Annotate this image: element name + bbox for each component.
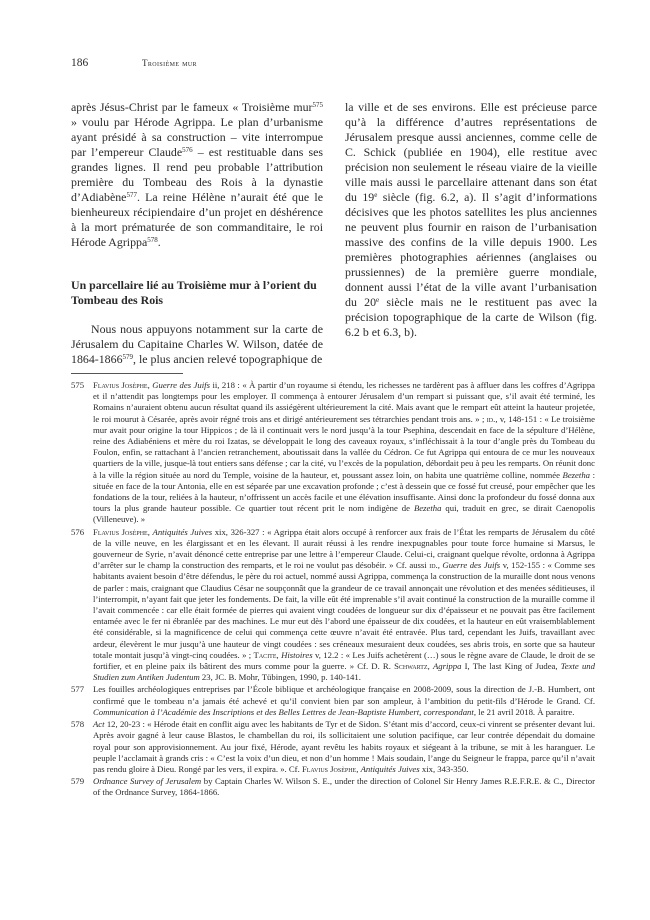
footnote-579: 579 Ordnance Survey of Jerusalem by Captain Charles W. Wilson S. E., under the direction of Colonel Sir Henry James R.E.F.R.E. & C., Director of the Ordnance Survey, 1864-1866. <box>71 776 595 798</box>
footnote-578: 578 Act 12, 20-23 : « Hérode était en conflit aigu avec les habitants de Tyr et de Sidon. S’étant mis d’accord, ceux-ci vinrent se présenter devant lui. Après avoir gagné à leur cause Blastos, le chambellan du roi, ils sollicitaient une solution pacifique, car leur contrée dépendait du domaine royal pour son approvisionnement. Au jour fixé, Hérode, ayant revêtu les habits royaux et siégeant à la tribune, se mit à les haranguer. Le peuple l’acclamait à grands cris : « C’est la voix d’un dieu, et non d’un homme ! Mais soudain, l’ange du Seigneur le frappa, parce qu’il n’avait pas rendu gloire à Dieu. Rongé par les vers, il expira. ». Cf. Flavius Josèphe, Antiquités Juives xix, 343-350. <box>71 719 595 774</box>
footnotes <box>71 380 595 800</box>
footnote-number: 579 <box>71 776 85 787</box>
right-column <box>345 100 597 340</box>
paragraph-3: la ville et de ses environs. Elle est précieuse parce qu’à la différence d’autres représentations de Jérusalem presque aussi anciennes, comme celle de C. Schick (publiée en 1904), elle restitue avec précision non seulement le réseau viaire de la vieille ville mais aussi le parcellaire attenant dans son état du 19e siècle (fig. 6.2, a). Il s’agit d’informations décisives que les photos satellites les plus anciennes ne peuvent plus fournir en raison de l’urbanisation massive des confins de la ville depuis 1900. Les premières photographies aériennes (anglaises ou prussiennes) de la première guerre mondiale, donnent aussi l’état de la ville avant l’urbanisation du 20e siècle mais ne le restituent pas avec la précision topographique de la carte de Wilson (fig. 6.2 b et 6.3, b). <box>345 100 597 339</box>
running-title: Troisième mur <box>142 58 197 68</box>
paragraph-1: après Jésus-Christ par le fameux « Troisième mur$^{575}$ » voulu par Hérode Agrippa. Le plan d’urbanisme ayant présidé à sa construction – vite interrompue par l’empereur Claude$^{576}$ – est restituable dans ses grandes lignes. Il rend peu probable l’attribution première du Tombeau des Rois à la dynastie d’Adiabène$^{577}$. La reine Hélène n’aurait été que le bienheureux récipiendaire d’un projet en déshérence à la mort prématurée de son commanditaire, le roi Hérode Agrippa$^{578}$. <box>71 100 323 249</box>
footnote-number: 575 <box>71 380 85 390</box>
footnote-ref-576[interactable]: 576 <box>182 146 193 154</box>
footnote-ref-579[interactable]: 579 <box>122 353 134 361</box>
left-column <box>71 100 323 367</box>
footnote-577: 577 Les fouilles archéologiques entreprises par l’École biblique et archéologique française en 2008-2009, sous la direction de J.-B. Humbert, ont confirmé que le tombeau n’a jamais été achevé et qu’il convient bien par son ampleur, à l’ambition du petit-fils d’Hérode le Grand. Cf. Communication à l’Académie des Inscriptions et des Belles Lettres de Jean-Baptiste Humbert, correspondant, le 21 avril 2018. À paraitre. <box>71 684 595 717</box>
footnote-575: 575 Flavius Josèphe, Guerre des Juifs ii, 218 : « À partir d’un royaume si étendu, les richesses ne tardèrent pas à affluer dans les coffres d’Agrippa et il n’attendit pas longtemps pour les employer. Il commença à entourer Jérusalem d’un rempart si puissant que, s’il avait été terminé, les Romains n’auraient obtenu aucun résultat quand ils assiégèrent ultérieurement la cité. Mais avant que le rempart eût atteint la hauteur projetée, le roi mourut à Césarée, après avoir régné trois ans et dirigé antérieurement ses tétrarchies pendant trois ans. » ; id., v, 148-151 : « Le troisième mur avait pour origine la tour Hippicos ; de là il continuait vers le nord jusqu’à la tour Psephina, descendait en face de la sépulture d’Hélène, reine des Adiabéniens et mère du roi Izatas, se développait le long des caveaux royaux, s’infléchissait à la tour d’angle près du Tombeau du Foulon, enfin, se rattachant à l’ancien retranchement, aboutissait dans la vallée du Cédron. Ce fut Agrippa qui entoura de ce mur les nouveaux quartiers de la ville, jusque-là tout entiers sans défense ; car la cité, vu l’excès de la population, débordait peu à peu les remparts. On réunit donc à la ville la région située au nord du Temple, voisine de la hauteur, et, poussant assez loin, on habita une quatrième colline, nommée Bezetha : située en face de la tour Antonia, elle en est séparée par une excavation profonde ; c’est à dessein que ce fossé fut creusé, pour empêcher que les fondations de la tour, reliées à la hauteur, n’offrissent un accès facile et une élévation insuffisante. Ainsi donc la profondeur du fossé donna aux tours la plus grande hauteur possible. Ce quartier tout récent prit le nom indigène de Bezetha qui, traduit en grec, se dirait Caenopolis (Villeneuve). » <box>71 380 596 525</box>
footnote-ref-575[interactable]: 575 <box>312 101 323 109</box>
footnote-number: 578 <box>71 719 85 730</box>
footnote-separator <box>71 373 183 374</box>
page-number: 186 <box>71 57 89 69</box>
footnote-number: 576 <box>71 526 85 537</box>
footnote-576: 576 Flavius Josèphe, Antiquités Juives xix, 326-327 : « Agrippa était alors occupé à renforcer aux frais de l’État les remparts de Jérusalem du côté de la ville neuve, en les élargissant et en les élevant. Il aurait réussi à les rendre inexpugnables pour toute force humaine si Marsus, le gouverneur de Syrie, n’avait dénoncé cette entreprise par une lettre à l’empereur Claude. Celui-ci, craignant quelque révolte, ordonna à Agrippa d’arrêter sur le champ la construction des remparts, et le roi ne voulut pas désobéir. » Cf. aussi id., Guerre des Juifs v, 152-155 : « Comme ses habitants avaient besoin d’être défendus, le père du roi actuel, nommé aussi Agrippa, commença la construction de la muraille dont nous venons de parler : mais, craignant que Claudius César ne soupçonnât que la grandeur de ce travail annonçait une révolution et des menées séditieuses, il l’interrompit, n’ayant fait que jeter les fondements. De fait, la ville eût été imprenable s’il avait continué la construction de la muraille comme il l’avait commencée : car elle était formée de pierres qui avaient vingt coudées de longueur sur dix d’épaisseur et ne pouvait pas être facilement entamée avec le fer ni ébranlée par des machines. Le mur eut dès l’abord une épaisseur de dix coudées, et la hauteur en eût vraisemblablement été considérable, si la magnificence de celui qui commença cette œuvre n’avait été entravée. Plus tard, cependant les Juifs, travaillant avec ardeur, élevèrent le mur jusqu’à une hauteur de vingt coudées : ses créneaux mesuraient deux coudées, ses abris trois, en sorte que sa hauteur totale montait jusqu’à vingt-cinq coudées. » ; Tacite, Histoires v, 12.2 : « Les Juifs achetèrent (…) sous le règne avare de Claude, le droit de se fortifier, et en pleine paix ils bâtirent des murs comme pour la guerre. » Cf. D. R. Schwartz, Agrippa I, The last King of Judea, Texte und Studien zum Antiken Judentum 23, JC. B. Mohr, Tübingen, 1990, p. 140-141. <box>71 526 596 683</box>
footnote-number: 577 <box>71 684 85 695</box>
footnote-ref-577[interactable]: 577 <box>126 191 137 199</box>
running-header <box>71 57 591 73</box>
section-heading: Un parcellaire lié au Troisième mur à l’orient du Tombeau des Rois <box>71 278 317 307</box>
paragraph-2: Nous nous appuyons notamment sur la carte de Jérusalem du Capitaine Charles W. Wilson, datée de 1864-1866$^{579}$, le plus ancien relevé topographique de <box>71 322 323 366</box>
footnote-ref-578[interactable]: 578 <box>147 236 158 244</box>
